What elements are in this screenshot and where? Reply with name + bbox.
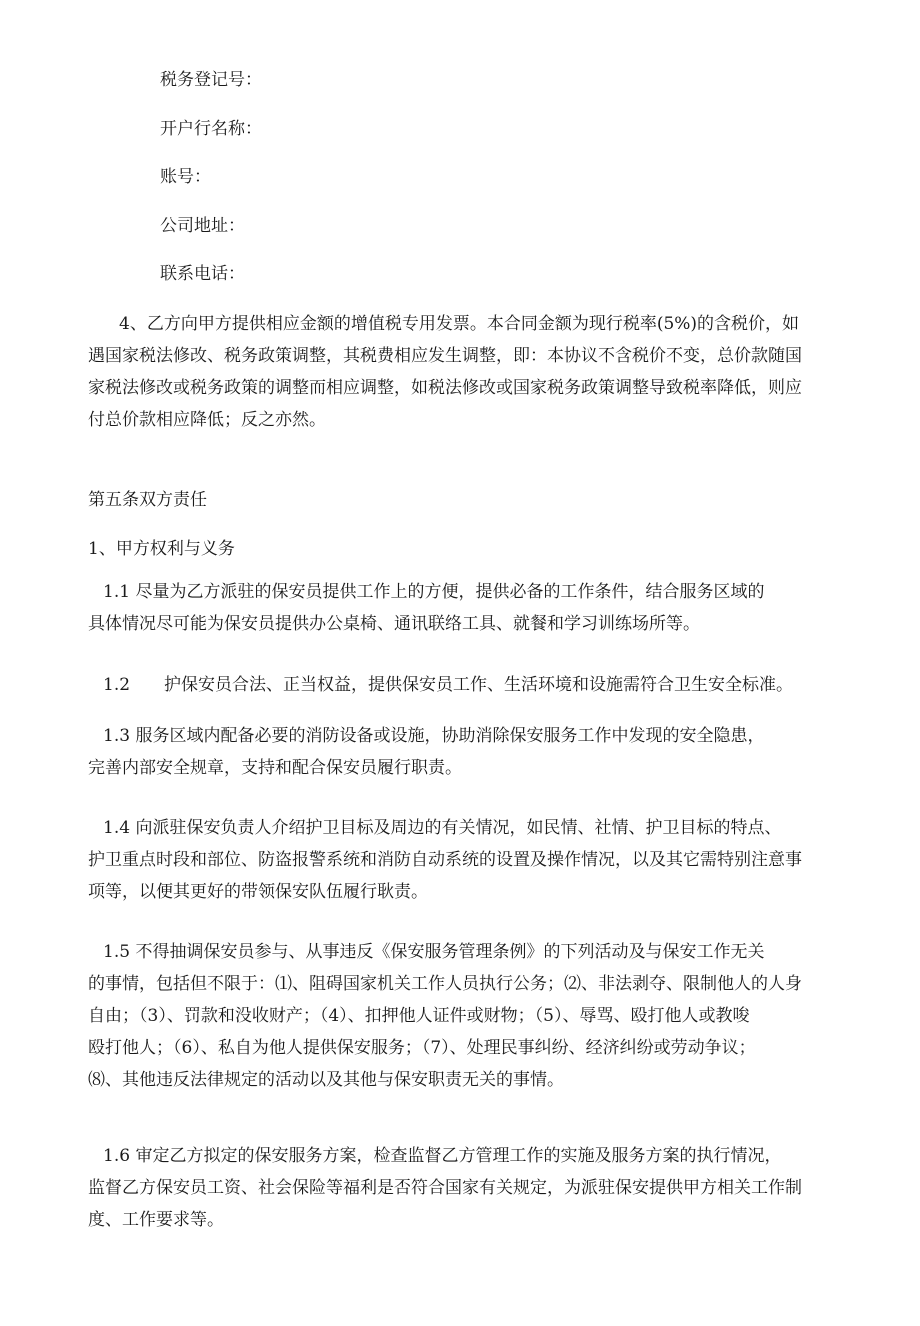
clause-line: 自由；（3）、罚款和没收财产；（4）、扣押他人证件或财物；（5）、辱骂、殴打他人或教唆: [88, 1006, 750, 1026]
paragraph-line: 付总价款相应降低；反之亦然。: [88, 410, 326, 430]
clause-1-4: [88, 812, 863, 908]
clause-line: ⑻、其他违反法律规定的活动以及其他与保安职责无关的事情。: [88, 1070, 564, 1090]
clause-1-6: [88, 1140, 863, 1236]
clause-line: 护卫重点时段和部位、防盗报警系统和消防自动系统的设置及操作情况，以及其它需特别注意事: [88, 850, 802, 870]
tax-registration-label: 税务登记号：: [160, 70, 262, 90]
paragraph-line: 遇国家税法修改、税务政策调整，其税费相应发生调整，即：本协议不含税价不变，总价款随国: [88, 346, 802, 366]
bank-name-label: 开户行名称：: [160, 119, 262, 139]
article-title: 第五条双方责任: [88, 490, 207, 510]
account-label: 账号：: [160, 167, 211, 187]
clause-line: 1.5 不得抽调保安员参与、从事违反《保安服务管理条例》的下列活动及与保安工作无关: [103, 942, 765, 962]
clause-line: 监督乙方保安员工资、社会保险等福利是否符合国家有关规定，为派驻保安提供甲方相关工作制: [88, 1178, 802, 1198]
clause-line: 完善内部安全规章，支持和配合保安员履行职责。: [88, 758, 462, 778]
clause-line: 殴打他人；（6）、私自为他人提供保安服务；（7）、处理民事纠纷、经济纠纷或劳动争议；: [88, 1038, 756, 1058]
clause-line: 1.4 向派驻保安负责人介绍护卫目标及周边的有关情况，如民情、社情、护卫目标的特点、: [103, 818, 782, 838]
paragraph-invoice-terms: [88, 308, 863, 436]
paragraph-line: 家税法修改或税务政策的调整而相应调整，如税法修改或国家税务政策调整导致税率降低，则应: [88, 378, 802, 398]
clause-line: 1.2 护保安员合法、正当权益，提供保安员工作、生活环境和设施需符合卫生安全标准。: [103, 675, 794, 695]
clause-line: 度、工作要求等。: [88, 1210, 224, 1230]
clause-line: 具体情况尽可能为保安员提供办公桌椅、通讯联络工具、就餐和学习训练场所等。: [88, 614, 700, 634]
paragraph-line: 4、乙方向甲方提供相应金额的增值税专用发票。本合同金额为现行税率(5%)的含税价，如: [119, 314, 800, 334]
clause-1-3: [88, 720, 863, 784]
clause-line: 的事情，包括但不限于：⑴、阻碍国家机关工作人员执行公务；⑵、非法剥夺、限制他人的人身: [88, 974, 802, 994]
clause-line: 项等，以便其更好的带领保安队伍履行耿责。: [88, 882, 428, 902]
clause-line: 1.6 审定乙方拟定的保安服务方案，检查监督乙方管理工作的实施及服务方案的执行情况，: [103, 1146, 782, 1166]
company-address-label: 公司地址：: [160, 216, 245, 236]
clause-line: 1.1 尽量为乙方派驻的保安员提供工作上的方便，提供必备的工作条件，结合服务区域的: [103, 582, 765, 602]
section-subtitle: 1、甲方权利与义务: [88, 539, 235, 559]
clause-1-1: [88, 576, 863, 640]
clause-1-2: [88, 669, 863, 701]
clause-1-5: [88, 936, 863, 1096]
clause-line: 1.3 服务区域内配备必要的消防设备或设施，协助消除保安服务工作中发现的安全隐患，: [103, 726, 765, 746]
phone-label: 联系电话：: [160, 264, 245, 284]
